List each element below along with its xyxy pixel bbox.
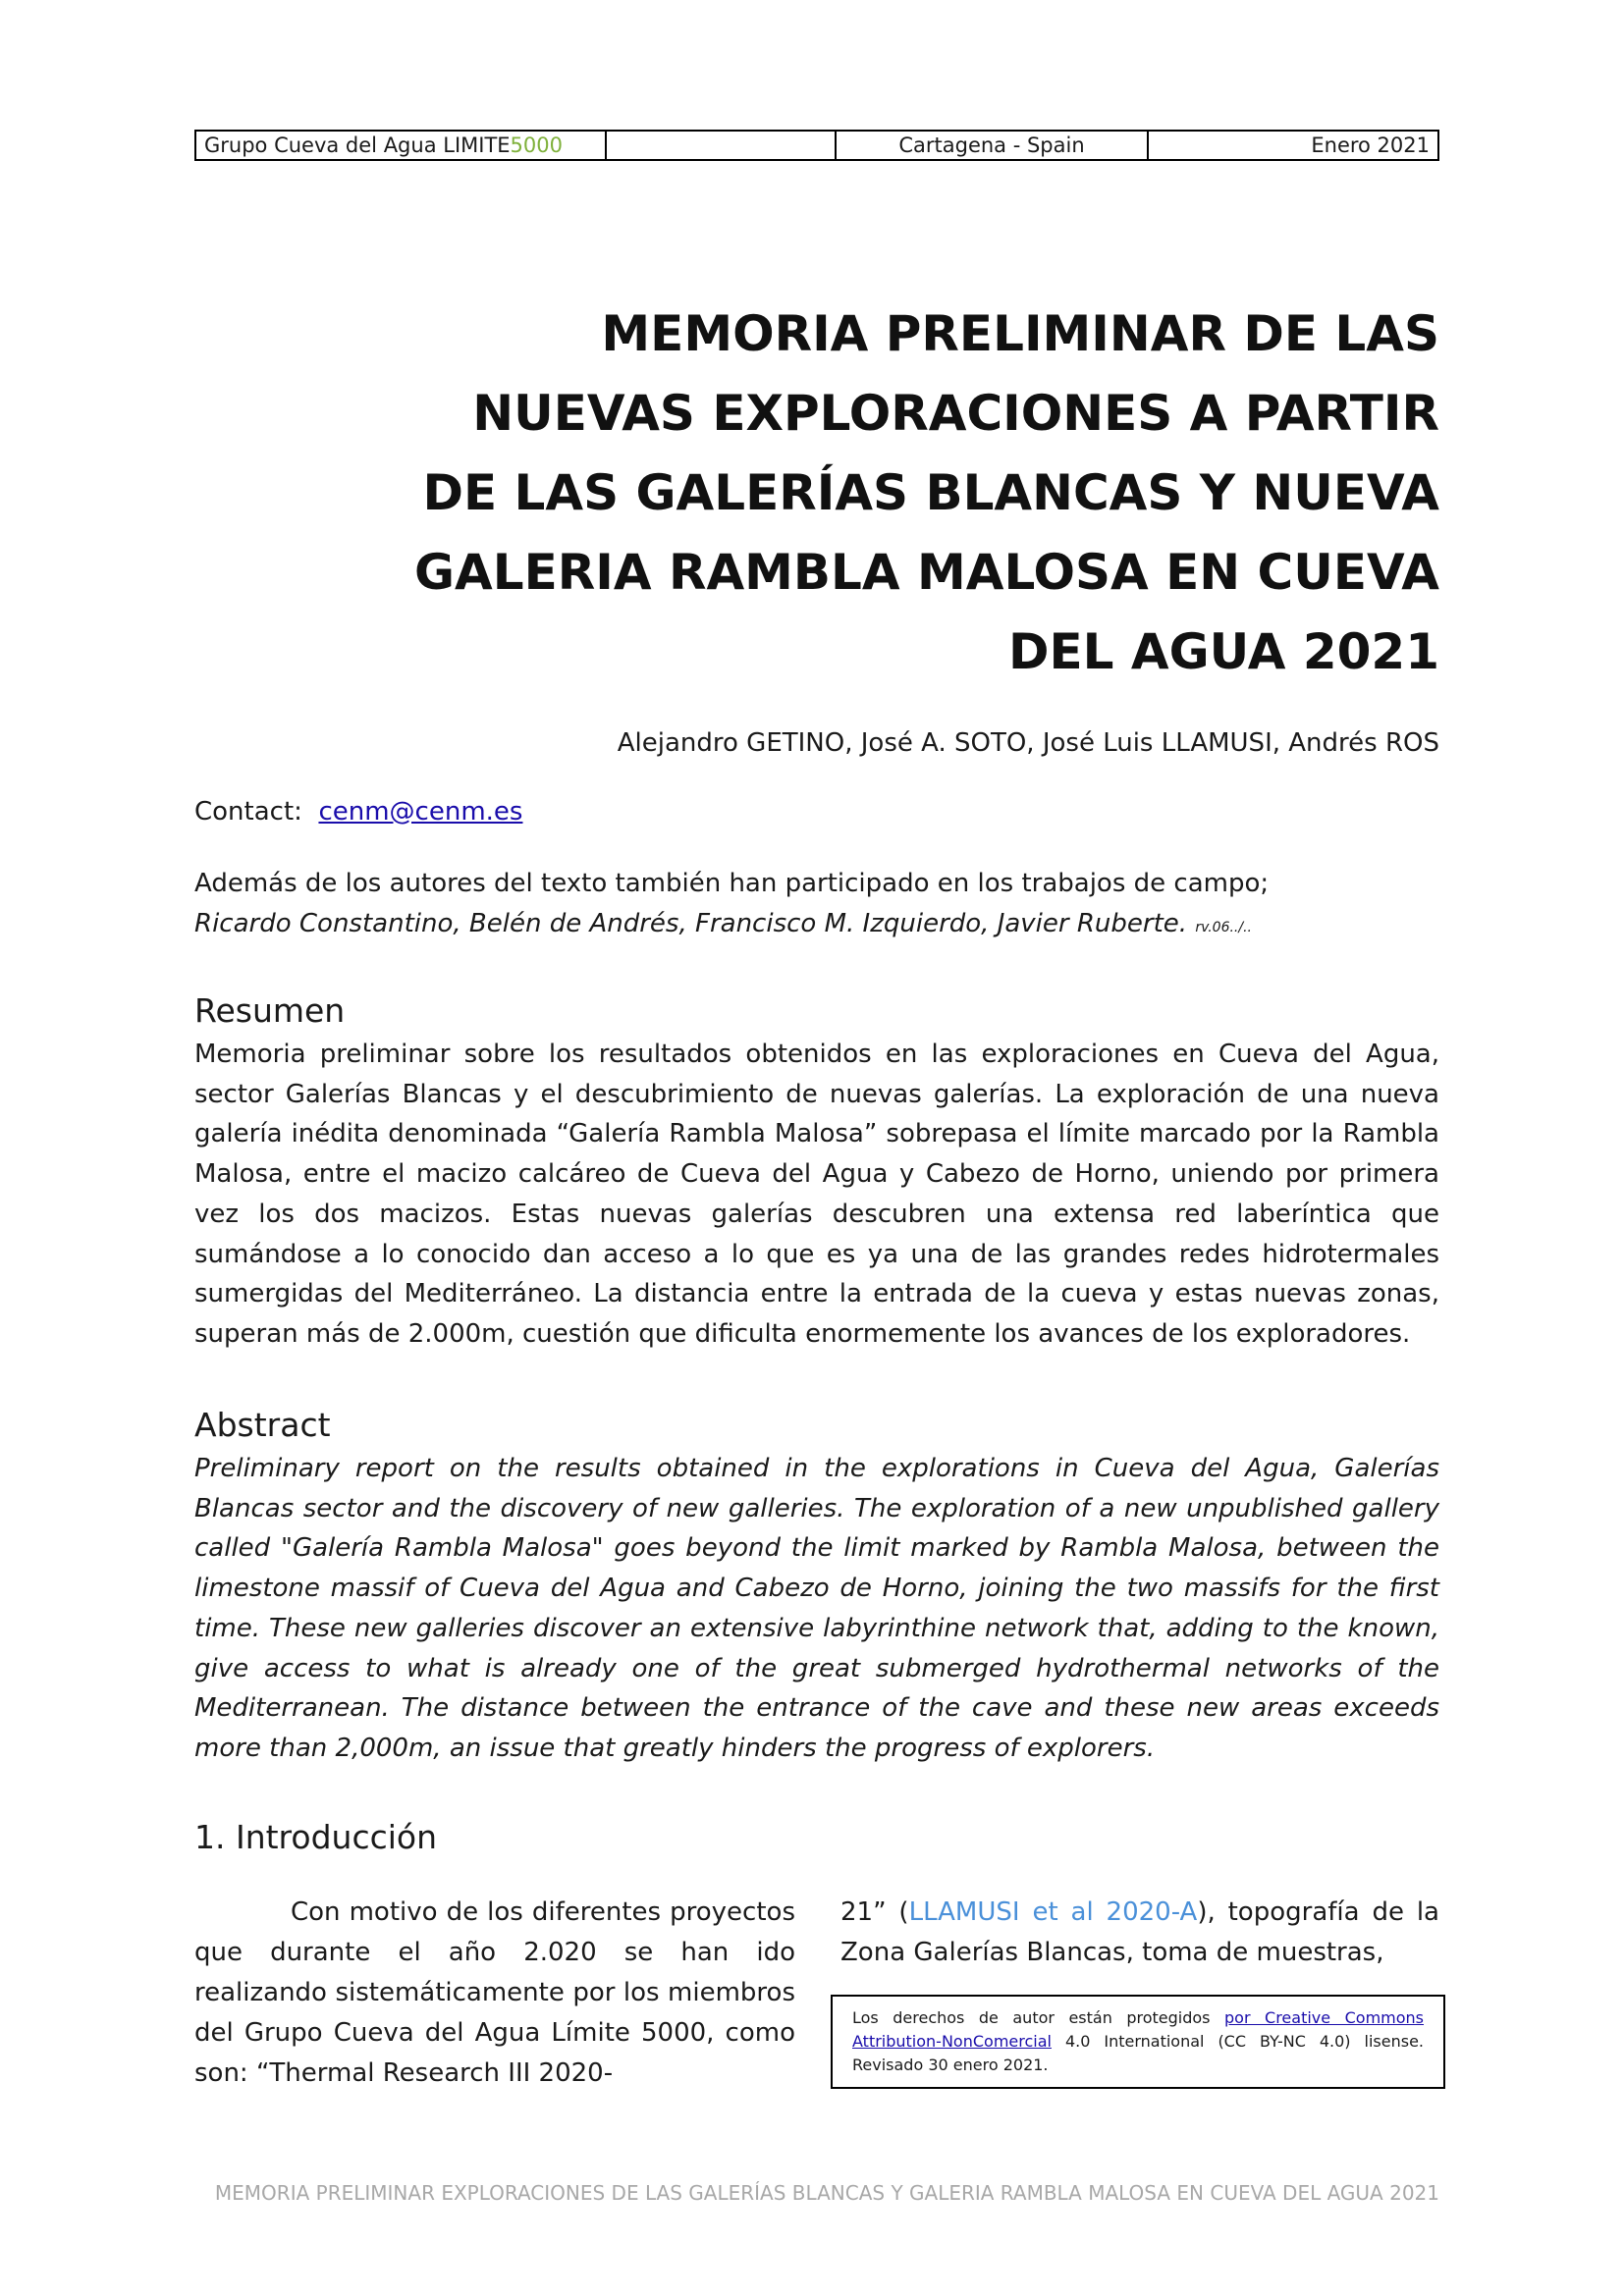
intro-right-pre: 21” ( xyxy=(840,1897,909,1927)
license-box xyxy=(831,1995,1445,2089)
abstract-heading: Abstract xyxy=(194,1406,331,1444)
license-post: 4.0 International (CC BY-NC 4.0) lisense. Revisado 30 enero 2021. xyxy=(852,2032,1424,2074)
title-line-4: GALERIA RAMBLA MALOSA EN CUEVA xyxy=(414,544,1439,601)
authors: Alejandro GETINO, José A. SOTO, José Luis LLAMUSI, Andrés ROS xyxy=(617,728,1439,758)
intro-left-column: Con motivo de los diferentes proyectos que durante el año 2.020 se han ido realizando sistemáticamente por los miembros del Grupo Cueva del Agua Límite 5000, como son: “Thermal Research III 2020- xyxy=(194,1897,795,2088)
title-line-2: NUEVAS EXPLORACIONES A PARTIR xyxy=(472,385,1439,442)
participants xyxy=(194,864,1439,948)
title-line-1: MEMORIA PRELIMINAR DE LAS xyxy=(601,305,1439,362)
contact-email-link[interactable]: cenm@cenm.es xyxy=(318,797,523,827)
header-group-suffix: 5000 xyxy=(510,133,563,157)
contact-label: Contact: xyxy=(194,797,302,827)
header-group xyxy=(195,131,606,160)
resumen-heading: Resumen xyxy=(194,991,346,1030)
running-header xyxy=(194,130,1439,161)
document-title xyxy=(353,294,1439,692)
revision-note: rv.06../.. xyxy=(1195,920,1252,935)
license-pre: Los derechos de autor están protegidos xyxy=(852,2008,1225,2027)
running-footer: MEMORIA PRELIMINAR EXPLORACIONES DE LAS GALERÍAS BLANCAS Y GALERIA RAMBLA MALOSA EN CUEVA DEL AGUA 2021 xyxy=(214,2181,1439,2205)
intro-right-column xyxy=(840,1893,1439,1973)
participants-intro: Además de los autores del texto también han participado en los trabajos de campo; xyxy=(194,869,1270,898)
header-group-prefix: Grupo Cueva del Agua LIMITE xyxy=(204,133,511,157)
introduccion-heading: 1. Introducción xyxy=(194,1818,438,1856)
header-location: Cartagena - Spain xyxy=(836,131,1148,160)
header-date: Enero 2021 xyxy=(1148,131,1438,160)
intro-right-post: ), topografía de la Zona Galerías Blancas, toma de muestras, xyxy=(840,1897,1439,1967)
abstract-text: Preliminary report on the results obtained in the explorations in Cueva del Agua, Galerías Blancas sector and the discovery of new galleries. The exploration of a new unpublished gallery called "Galería Rambla Malosa" goes beyond the limit marked by Rambla Malosa, between the limestone massif of Cueva del Agua and Cabezo de Horno, joining the two massifs for the first time. These new galleries discover an extensive labyrinthine network that, adding to the known, give access to what is already one of the great submerged hydrothermal networks of the Mediterranean. The distance between the entrance of the cave and these new areas exceeds more than 2,000m, an issue that greatly hinders the progress of explorers. xyxy=(194,1454,1439,1763)
header-blank-cell xyxy=(606,131,836,160)
participants-names: Ricardo Constantino, Belén de Andrés, Francisco M. Izquierdo, Javier Ruberte. xyxy=(194,909,1188,938)
license-link[interactable]: por Creative Commons Attribution-NonComercial xyxy=(852,2008,1425,2051)
citation-link[interactable]: LLAMUSI et al 2020-A xyxy=(908,1897,1198,1927)
title-line-5: DEL AGUA 2021 xyxy=(1008,623,1439,680)
contact-line xyxy=(194,797,522,827)
title-line-3: DE LAS GALERÍAS BLANCAS Y NUEVA xyxy=(422,464,1439,521)
resumen-text: Memoria preliminar sobre los resultados obtenidos en las exploraciones en Cueva del Agua, sector Galerías Blancas y el descubrimiento de nuevas galerías. La exploración de una nueva galería inédita denominada “Galería Rambla Malosa” sobrepasa el límite marcado por la Rambla Malosa, entre el macizo calcáreo de Cueva del Agua y Cabezo de Horno, uniendo por primera vez los dos macizos. Estas nuevas galerías descubren una extensa red laberíntica que sumándose a lo conocido dan acceso a lo que es ya una de las grandes redes hidrotermales sumergidas del Mediterráneo. La distancia entre la entrada de la cueva y estas nuevas zonas, superan más de 2.000m, cuestión que dificulta enormemente los avances de los exploradores. xyxy=(194,1040,1439,1349)
